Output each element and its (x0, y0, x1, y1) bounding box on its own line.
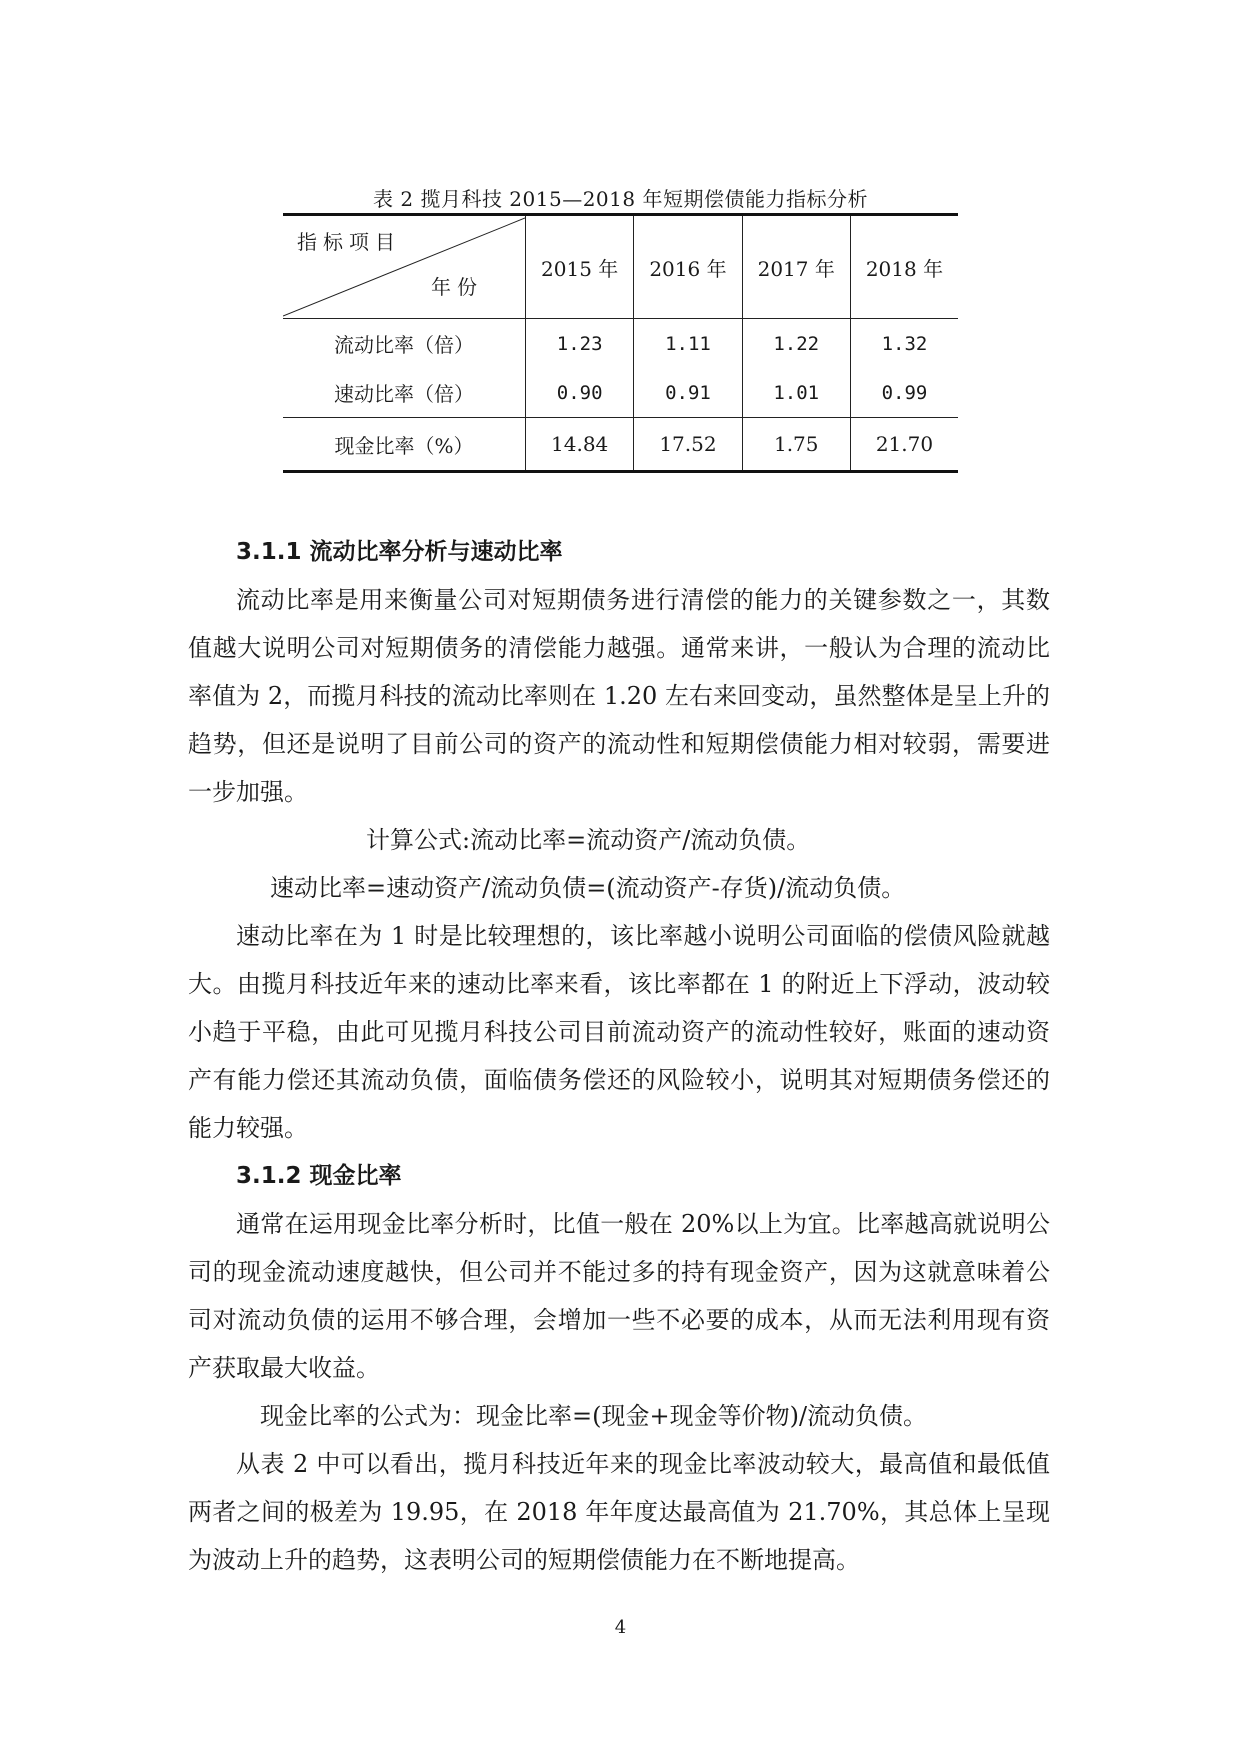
paragraph: 流动比率是用来衡量公司对短期债务进行清偿的能力的关键参数之一，其数值越大说明公司对短期债务的清偿能力越强。通常来讲，一般认为合理的流动比率值为 2，而揽月科技的流动比率则在 1.20 左右来回变动，虽然整体是呈上升的趋势，但还是说明了目前公司的资产的流动性和短期偿债能力相对较弱，需要进一步加强。 (188, 586, 1050, 806)
cell-value: 1.11 (634, 319, 742, 369)
table-caption: 表 2 揽月科技 2015—2018 年短期偿债能力指标分析 (373, 187, 868, 211)
year-header: 2015 年 (526, 215, 634, 319)
table-row (283, 418, 958, 472)
corner-label-item: 指标项目 (297, 230, 401, 254)
table-row (283, 368, 958, 418)
section-heading: 3.1.2 现金比率 (236, 1163, 402, 1189)
paragraph: 速动比率在为 1 时是比较理想的，该比率越小说明公司面临的偿债风险就越大。由揽月科技近年来的速动比率来看，该比率都在 1 的附近上下浮动，波动较小趋于平稳，由此可见揽月科技公司目前流动资产的流动性较好，账面的速动资产有能力偿还其流动负债，面临债务偿还的风险较小，说明其对短期债务偿还的能力较强。 (188, 922, 1050, 1142)
cell-value: 21.70 (850, 418, 958, 472)
year-header: 2017 年 (742, 215, 850, 319)
cell-value: 17.52 (634, 418, 742, 472)
paragraph: 从表 2 中可以看出，揽月科技近年来的现金比率波动较大，最高值和最低值两者之间的极差为 19.95，在 2018 年年度达最高值为 21.70%，其总体上呈现为波动上升的趋势，这表明公司的短期偿债能力在不断地提高。 (188, 1450, 1050, 1574)
corner-label-year: 年份 (431, 275, 483, 299)
formula-line: 现金比率的公式为：现金比率=(现金+现金等价物)/流动负债。 (260, 1402, 928, 1430)
cell-value: 0.99 (881, 381, 928, 404)
body-content (188, 528, 1050, 1584)
cell-value: 1.75 (742, 418, 850, 472)
cell-value: 1.23 (526, 319, 634, 369)
page-number: 4 (614, 1617, 627, 1638)
year-header: 2016 年 (634, 215, 742, 319)
cell-value: 14.84 (526, 418, 634, 472)
year-header: 2018 年 (850, 215, 958, 319)
cell-value: 1.32 (881, 332, 928, 355)
table-row (283, 319, 958, 369)
cell-value: 1.22 (742, 319, 850, 369)
formula-line: 速动比率=速动资产/流动负债=(流动资产-存货)/流动负债。 (270, 874, 906, 902)
cell-value: 0.90 (526, 368, 634, 418)
row-label: 现金比率（%） (283, 418, 526, 472)
row-label: 速动比率（倍） (283, 368, 526, 418)
table-header-row (283, 215, 958, 319)
cell-value: 0.91 (634, 368, 742, 418)
cell-value: 1.01 (742, 368, 850, 418)
formula-line: 计算公式:流动比率=流动资产/流动负债。 (366, 826, 811, 854)
corner-cell (283, 215, 526, 319)
row-label: 流动比率（倍） (283, 319, 526, 369)
section-heading: 3.1.1 流动比率分析与速动比率 (236, 539, 563, 565)
paragraph: 通常在运用现金比率分析时，比值一般在 20%以上为宜。比率越高就说明公司的现金流动速度越快，但公司并不能过多的持有现金资产，因为这就意味着公司对流动负债的运用不够合理，会增加一些不必要的成本，从而无法利用现有资产获取最大收益。 (188, 1210, 1050, 1382)
ratio-table (283, 213, 958, 473)
